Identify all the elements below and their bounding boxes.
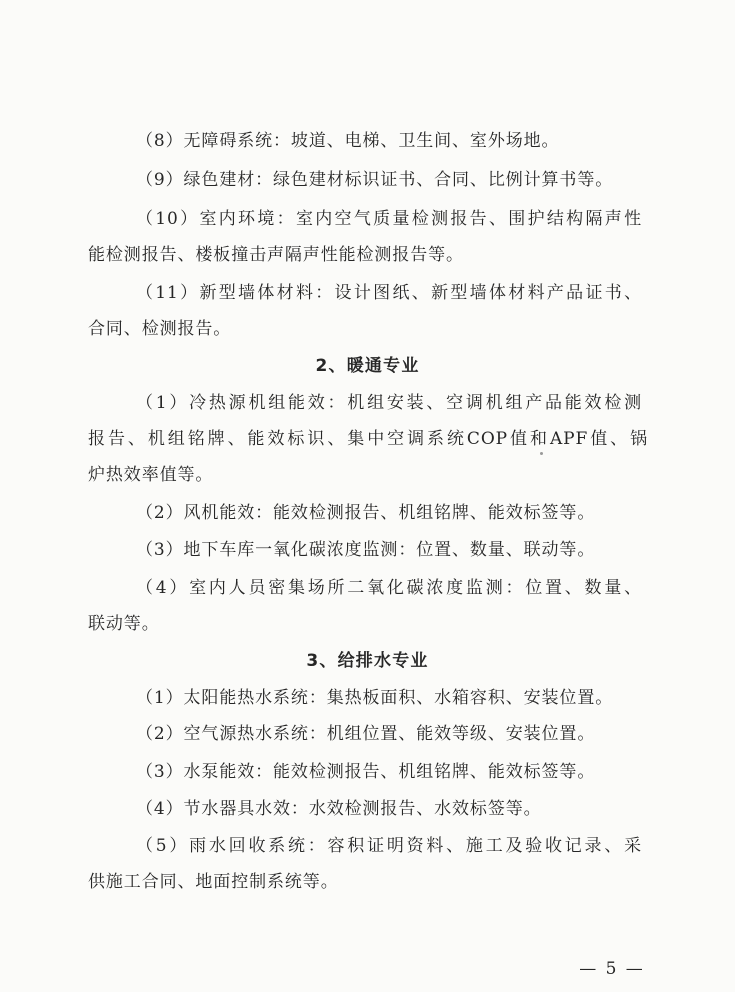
item-10-indoor-environment: （10）室内环境：室内空气质量检测报告、围护结构隔声性 (136, 209, 642, 229)
hvac-item-4: （4）室内人员密集场所二氧化碳浓度监测：位置、数量、 (136, 578, 642, 598)
hvac-item-1: （1）冷热源机组能效：机组安装、空调机组产品能效检测 (136, 393, 642, 413)
hvac-item-1-continuation: 报告、机组铭牌、能效标识、集中空调系统COP值和APF值、锅 (88, 429, 648, 449)
hvac-item-1-continuation-2: 炉热效率值等。 (88, 465, 214, 485)
plumbing-item-5-continuation: 供施工合同、地面控制系统等。 (88, 872, 339, 892)
section-heading-hvac: 2、暖通专业 (315, 356, 420, 376)
plumbing-item-2: （2）空气源热水系统：机组位置、能效等级、安装位置。 (136, 724, 596, 744)
item-9-green-materials: （9）绿色建材：绿色建材标识证书、合同、比例计算书等。 (136, 170, 614, 190)
scan-speck (540, 452, 543, 455)
page-number: — 5 — (579, 959, 645, 979)
plumbing-item-1: （1）太阳能热水系统：集热板面积、水箱容积、安装位置。 (136, 688, 614, 708)
item-10-continuation: 能检测报告、楼板撞击声隔声性能检测报告等。 (88, 245, 464, 265)
plumbing-item-3: （3）水泵能效：能效检测报告、机组铭牌、能效标签等。 (136, 762, 596, 782)
hvac-item-4-continuation: 联动等。 (88, 614, 160, 634)
item-11-continuation: 合同、检测报告。 (88, 319, 232, 339)
section-heading-plumbing: 3、给排水专业 (306, 651, 429, 671)
item-8-accessibility: （8）无障碍系统：坡道、电梯、卫生间、室外场地。 (136, 131, 560, 151)
plumbing-item-4: （4）节水器具水效：水效检测报告、水效标签等。 (136, 799, 542, 819)
hvac-item-2: （2）风机能效：能效检测报告、机组铭牌、能效标签等。 (136, 503, 596, 523)
plumbing-item-5: （5）雨水回收系统：容积证明资料、施工及验收记录、采 (136, 836, 642, 856)
hvac-item-3: （3）地下车库一氧化碳浓度监测：位置、数量、联动等。 (136, 540, 596, 560)
item-11-wall-materials: （11）新型墙体材料：设计图纸、新型墙体材料产品证书、 (136, 283, 642, 303)
